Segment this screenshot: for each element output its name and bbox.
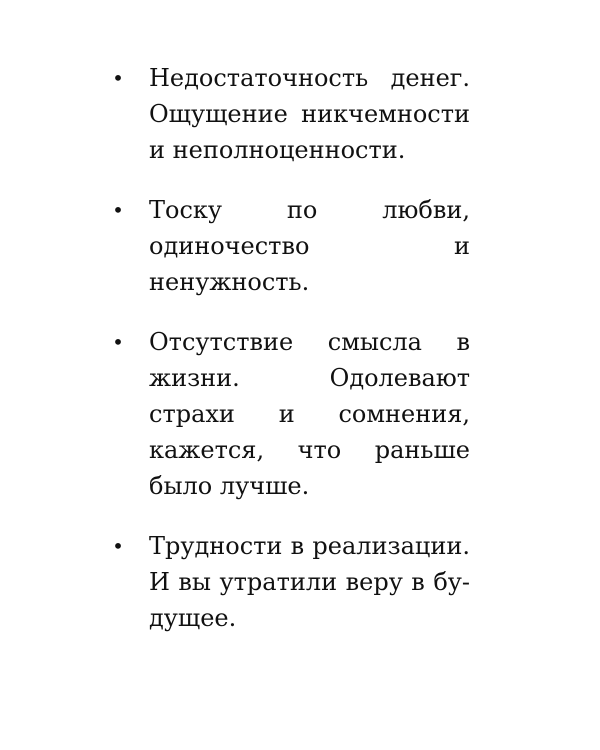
list-item	[105, 324, 470, 504]
list-item-text: Недостаточность денег. Ощущение никчемности и неполноценности.	[149, 64, 470, 164]
list-item-text: Отсутствие смысла в жизни. Одолевают страхи и сомнения, кажется, что раньше было лучше.	[149, 328, 470, 500]
bullet-icon: •	[112, 66, 124, 90]
bullet-icon: •	[112, 534, 124, 558]
list-item	[105, 192, 470, 300]
bullet-list	[105, 60, 470, 660]
bullet-icon: •	[112, 330, 124, 354]
list-item	[105, 528, 470, 636]
bullet-icon: •	[112, 198, 124, 222]
list-item-text: Трудности в реализации. И вы утратили веру в будущее.	[149, 532, 470, 632]
list-item-text: Тоску по любви, одиночество и ненужность.	[149, 196, 470, 296]
list-item	[105, 60, 470, 168]
